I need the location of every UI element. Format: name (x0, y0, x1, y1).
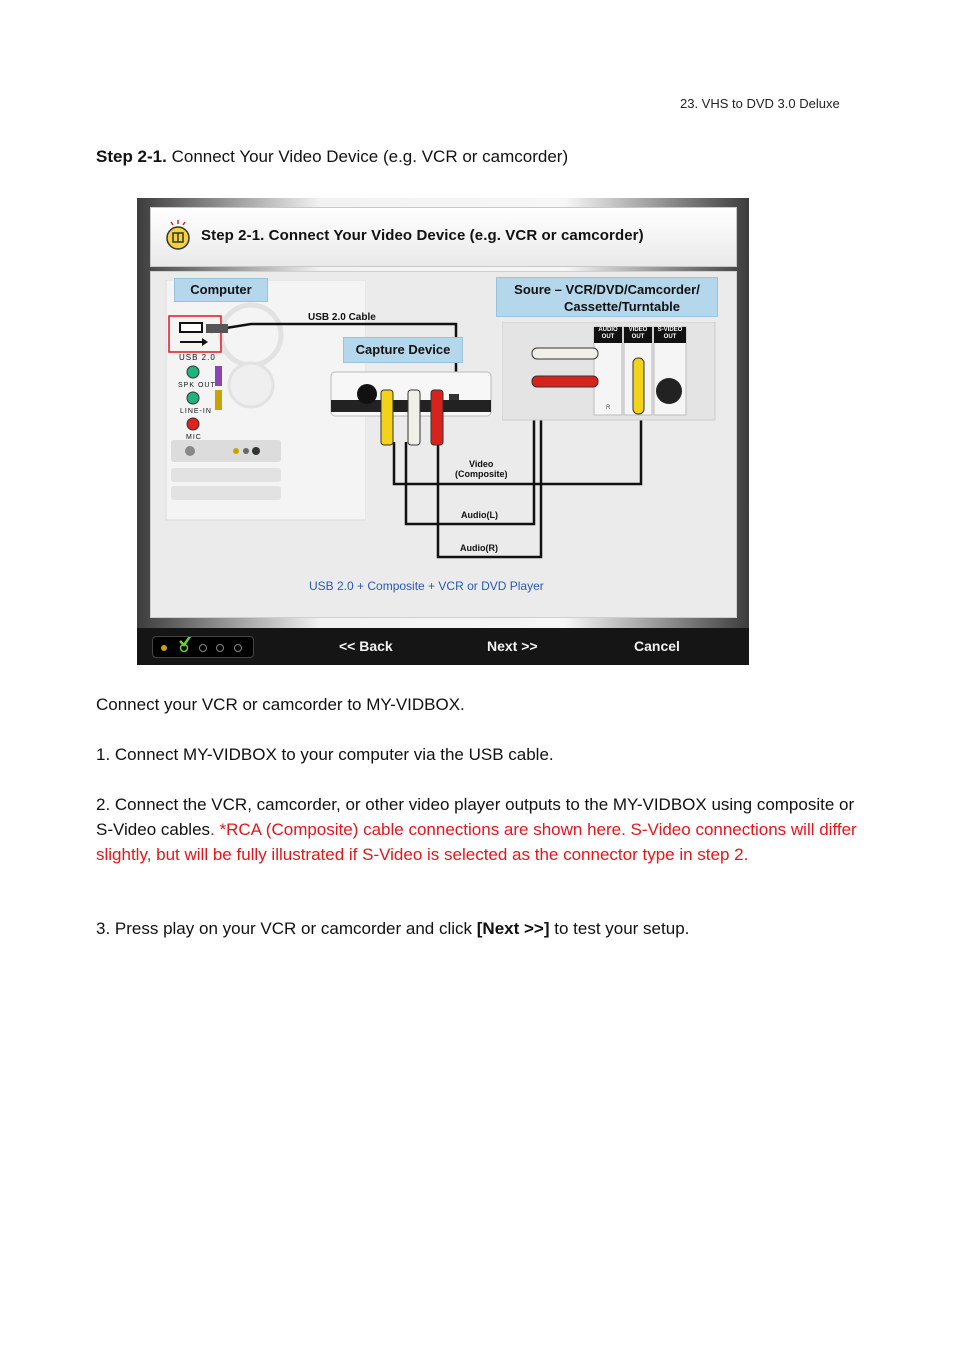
audio-r-label: Audio(R) (460, 543, 498, 553)
source-label (496, 277, 718, 317)
capture-device-illustration (329, 370, 499, 460)
next-button[interactable]: Next >> (487, 638, 538, 654)
capture-device-label: Capture Device (343, 337, 463, 363)
page-header: 23. VHS to DVD 3.0 Deluxe (680, 96, 840, 111)
step-title: Connect Your Video Device (e.g. VCR or camcorder) (166, 147, 569, 166)
video-label-line2: (Composite) (455, 469, 508, 479)
instruction-item-2 (96, 792, 866, 867)
source-label-line2: Cassette/Turntable (563, 299, 681, 314)
instruction-item-1: 1. Connect MY-VIDBOX to your computer via the USB cable. (96, 745, 554, 764)
usb-cable-label: USB 2.0 Cable (308, 312, 376, 323)
item-2-period: . (210, 820, 215, 839)
progress-dots (153, 637, 253, 657)
item-2-warning: *RCA (Composite) cable connections are shown here. S-Video connections will differ slightly, but will be fully illustrated if S-Video is selected as the connector type in step 2. (96, 820, 857, 864)
step-icon (163, 216, 193, 252)
back-button[interactable]: << Back (339, 638, 393, 654)
item-2-text: 2. Connect the VCR, camcorder, or other video player outputs to the MY-VIDBOX using composite or S-Video cables (96, 795, 855, 839)
computer-label: Computer (174, 278, 268, 302)
mic-label: MIC (186, 434, 202, 441)
wizard-main-panel (150, 271, 737, 618)
video-out-label: VIDEO OUT (628, 327, 648, 340)
audio-l-label: Audio(L) (461, 510, 498, 520)
instruction-item-3 (96, 916, 866, 941)
connection-summary-caption: USB 2.0 + Composite + VCR or DVD Player (309, 579, 544, 593)
step-heading (96, 147, 568, 167)
source-label-line1: Soure – VCR/DVD/Camcorder/ (514, 282, 700, 297)
svideo-out-label: S-VIDEO OUT (657, 327, 683, 340)
wizard-title: Step 2-1. Connect Your Video Device (e.g. VCR or camcorder) (201, 227, 644, 244)
item-3-text: 3. Press play on your VCR or camcorder and click (96, 919, 477, 938)
wizard-screenshot (137, 198, 749, 665)
audio-out-label: AUDIO OUT (598, 327, 618, 340)
step-number: Step 2-1. (96, 147, 167, 166)
wizard-nav-bar (137, 628, 749, 665)
usb-port-label: USB 2.0 (179, 353, 216, 362)
spk-out-label: SPK OUT (178, 382, 216, 389)
item-3-next-reference: [Next >>] (476, 919, 550, 938)
line-in-label: LINE-IN (180, 408, 212, 415)
item-3-end: to test your setup. (549, 919, 690, 938)
wizard-title-panel (150, 207, 737, 267)
video-label-line1: Video (469, 459, 494, 469)
progress-indicator (152, 636, 254, 658)
jack-r-label: R (606, 405, 611, 411)
cancel-button[interactable]: Cancel (634, 638, 680, 654)
intro-paragraph: Connect your VCR or camcorder to MY-VIDBOX. (96, 695, 465, 714)
